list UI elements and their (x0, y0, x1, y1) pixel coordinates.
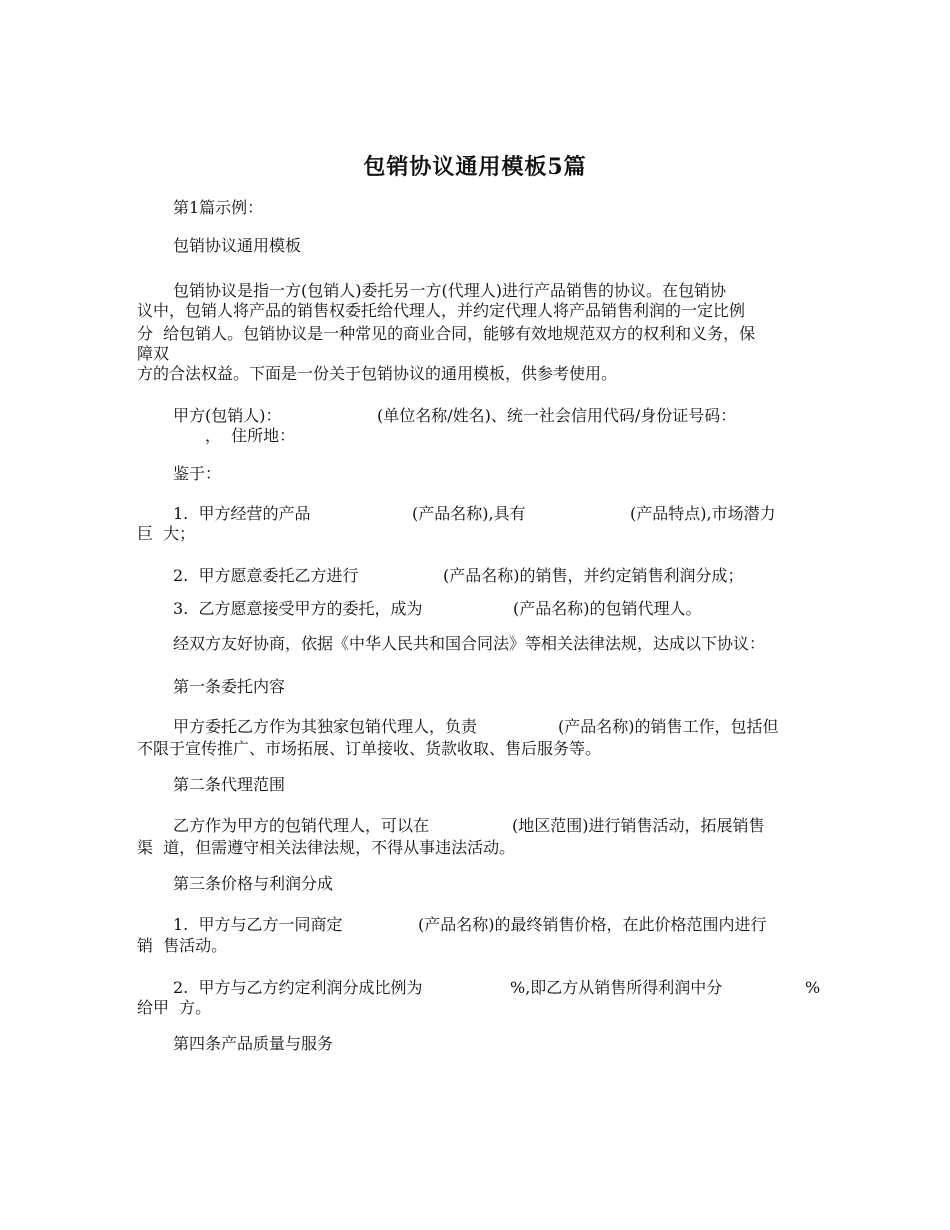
clause-1-c: (产品特点),市场潜力 (630, 504, 776, 523)
clause-1-b: (产品名称),具有 (412, 504, 526, 523)
article-3-p2-a: 2. 甲方与乙方约定利润分成比例为 (173, 978, 423, 997)
article-2-b: (地区范围)进行销售活动，拓展销售 (512, 816, 765, 835)
party-a-address: ， 住所地： (205, 426, 296, 445)
article-2-c: 渠 道，但需遵守相关法律法规，不得从事违法活动。 (137, 838, 516, 857)
article-1-heading: 第一条委托内容 (173, 677, 286, 696)
article-1-c: 不限于宣传推广、市场拓展、订单接收、货款收取、售后服务等。 (137, 739, 602, 758)
article-1-b: (产品名称)的销售工作，包括但 (558, 717, 779, 736)
article-2-heading: 第二条代理范围 (173, 775, 286, 794)
agreement-line: 经双方友好协商，依据《中华人民共和国合同法》等相关法律法规，达成以下协议： (173, 634, 766, 653)
article-4-heading: 第四条产品质量与服务 (173, 1034, 334, 1053)
intro-line-1: 包销协议是指一方(包销人)委托另一方(代理人)进行产品销售的协议。在包销协 (173, 281, 726, 300)
example-heading: 第1篇示例： (173, 198, 264, 217)
intro-line-3: 分 给包销人。包销协议是一种常见的商业合同，能够有效地规范双方的权利和义务，保 (137, 324, 756, 343)
article-3-p1-a: 1. 甲方与乙方一同商定 (173, 915, 343, 934)
article-2-a: 乙方作为甲方的包销代理人，可以在 (173, 816, 430, 835)
intro-line-5: 方的合法权益。下面是一份关于包销协议的通用模板，供参考使用。 (137, 364, 618, 383)
clause-1-a: 1. 甲方经营的产品 (173, 504, 311, 523)
template-name: 包销协议通用模板 (173, 236, 302, 255)
article-3-heading: 第三条价格与利润分成 (173, 874, 334, 893)
clause-3-a: 3. 乙方愿意接受甲方的委托，成为 (173, 599, 423, 618)
clause-2-a: 2. 甲方愿意委托乙方进行 (173, 566, 359, 585)
article-3-p2-d: 给甲 方。 (137, 998, 212, 1017)
article-3-p1-c: 销 售活动。 (137, 936, 228, 955)
article-3-p1-b: (产品名称)的最终销售价格，在此价格范围内进行 (418, 915, 767, 934)
clause-1-d: 巨 大； (137, 524, 196, 543)
whereas-label: 鉴于： (173, 464, 222, 483)
document-title: 包销协议通用模板5篇 (363, 154, 587, 180)
party-a-desc: (单位名称/姓名)、统一社会信用代码/身份证号码： (377, 406, 737, 425)
clause-2-b: (产品名称)的销售，并约定销售利润分成； (443, 566, 744, 585)
intro-line-4: 障双 (137, 344, 170, 363)
intro-line-2: 议中，包销人将产品的销售权委托给代理人，并约定代理人将产品销售利润的一定比例 (137, 301, 746, 320)
party-a-label: 甲方(包销人)： (173, 406, 282, 425)
article-3-p2-b: %,即乙方从销售所得利润中分 (510, 978, 723, 997)
article-1-a: 甲方委托乙方作为其独家包销代理人，负责 (173, 717, 478, 736)
clause-3-b: (产品名称)的包销代理人。 (513, 599, 702, 618)
article-3-p2-c: % (805, 978, 821, 997)
